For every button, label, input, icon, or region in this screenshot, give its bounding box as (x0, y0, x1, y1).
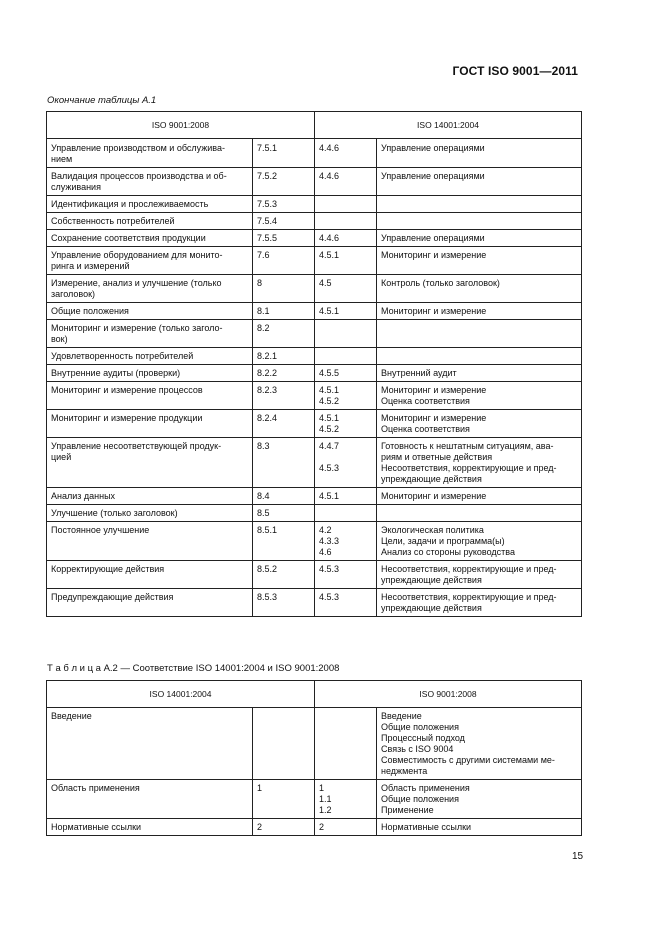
cell-clause-b (315, 365, 377, 382)
cell-clause-b (315, 780, 377, 819)
cell-requirement-b (377, 365, 582, 382)
cell-clause-a (253, 320, 315, 348)
table-row (47, 139, 582, 168)
cell-requirement (47, 139, 253, 168)
table-row (47, 505, 582, 522)
cell-clause-a (253, 708, 315, 780)
cell-text: Введение (51, 711, 92, 721)
cell-text: Готовность к нештатным ситуациям, ава- риям и ответные действия Несоответствия, корректирующие и пред- упреждающие действия (381, 441, 557, 484)
cell-text: 4.4.6 (319, 233, 340, 243)
table-row (47, 168, 582, 196)
table-row (47, 780, 582, 819)
cell-text: 4.5.1 (319, 250, 340, 260)
cell-clause-a (253, 275, 315, 303)
cell-requirement (47, 561, 253, 589)
cell-clause-b (315, 410, 377, 438)
cell-requirement (47, 168, 253, 196)
cell-text: Измерение, анализ и улучшение (только заголовок) (51, 278, 222, 299)
cell-requirement-b (377, 819, 582, 836)
cell-clause-b (315, 488, 377, 505)
cell-text: Введение Общие положения Процессный подход Связь с ISO 9004 Совместимость с другими системами ме- неджмента (381, 711, 555, 776)
cell-text: Нормативные ссылки (381, 822, 472, 832)
cell-clause-a (253, 488, 315, 505)
cell-requirement-b (377, 561, 582, 589)
cell-text: Корректирующие действия (51, 564, 165, 574)
cell-requirement (47, 365, 253, 382)
cell-requirement (47, 780, 253, 819)
cell-text: Мониторинг и измерение (381, 250, 487, 260)
cell-text: Управление операциями (381, 233, 485, 243)
cell-text: Управление несоответствующей продук- цией (51, 441, 222, 462)
cell-requirement (47, 196, 253, 213)
cell-clause-b (315, 139, 377, 168)
cell-clause-a (253, 213, 315, 230)
cell-text: 4.5.3 (319, 564, 340, 574)
cell-text: 1 1.1 1.2 (319, 783, 332, 815)
cell-text: 4.5 (319, 278, 332, 288)
cell-requirement-b (377, 410, 582, 438)
cell-requirement-b (377, 139, 582, 168)
cell-clause-b (315, 708, 377, 780)
cell-requirement-b (377, 320, 582, 348)
table-row (47, 275, 582, 303)
cell-clause-a (253, 230, 315, 247)
cell-clause-a (253, 780, 315, 819)
cell-text: Мониторинг и измерение (381, 491, 487, 501)
cell-clause-b (315, 382, 377, 410)
cell-text: Общие положения (51, 306, 129, 316)
cell-text: 8.4 (257, 491, 270, 501)
cell-clause-b (315, 505, 377, 522)
table-row (47, 230, 582, 247)
cell-requirement-b (377, 438, 582, 488)
cell-requirement (47, 320, 253, 348)
cell-text: 8 (257, 278, 263, 288)
cell-text: 8.2.2 (257, 368, 278, 378)
cell-clause-a (253, 365, 315, 382)
cell-requirement (47, 247, 253, 275)
table2-col-iso9001: ISO 9001:2008 (315, 681, 582, 708)
cell-requirement (47, 382, 253, 410)
cell-text: 8.2 (257, 323, 270, 333)
table2-caption: Т а б л и ц а А.2 — Соответствие ISO 14001:2004 и ISO 9001:2008 (47, 663, 340, 674)
cell-text: 8.1 (257, 306, 270, 316)
cell-clause-a (253, 819, 315, 836)
table2-col-iso14001: ISO 14001:2004 (47, 681, 315, 708)
cell-clause-a (253, 561, 315, 589)
cell-requirement (47, 275, 253, 303)
cell-clause-b (315, 230, 377, 247)
table-a1-end (46, 111, 582, 617)
cell-requirement (47, 230, 253, 247)
page-number: 15 (572, 851, 584, 862)
cell-text: Контроль (только заголовок) (381, 278, 500, 288)
cell-text: Несоответствия, корректирующие и пред- упреждающие действия (381, 564, 557, 585)
cell-requirement (47, 819, 253, 836)
cell-text: 8.2.4 (257, 413, 278, 423)
cell-text: 4.5.3 (319, 592, 340, 602)
cell-text: Экологическая политика Цели, задачи и программа(ы) Анализ со стороны руководства (381, 525, 515, 557)
cell-clause-a (253, 522, 315, 561)
cell-clause-a (253, 505, 315, 522)
cell-clause-b (315, 561, 377, 589)
cell-text: 7.5.5 (257, 233, 278, 243)
cell-clause-b (315, 819, 377, 836)
table-row (47, 819, 582, 836)
cell-text: Мониторинг и измерение Оценка соответствия (381, 385, 487, 406)
cell-text: 7.5.4 (257, 216, 278, 226)
cell-text: Мониторинг и измерение (только заголо- вок) (51, 323, 223, 344)
cell-text: Область применения Общие положения Применение (381, 783, 470, 815)
cell-text: Анализ данных (51, 491, 116, 501)
cell-text: 4.2 4.3.3 4.6 (319, 525, 340, 557)
cell-requirement-b (377, 505, 582, 522)
table1-col-iso14001: ISO 14001:2004 (315, 112, 582, 139)
table-row (47, 561, 582, 589)
cell-text: Удовлетворенность потребителей (51, 351, 194, 361)
cell-text: Мониторинг и измерение процессов (51, 385, 203, 395)
cell-requirement-b (377, 275, 582, 303)
cell-clause-b (315, 438, 377, 488)
table-row (47, 213, 582, 230)
cell-requirement (47, 589, 253, 617)
cell-text: 8.5.1 (257, 525, 278, 535)
table-row (47, 522, 582, 561)
table-row (47, 348, 582, 365)
cell-requirement-b (377, 488, 582, 505)
cell-text: 1 (257, 783, 263, 793)
cell-requirement-b (377, 522, 582, 561)
cell-requirement-b (377, 247, 582, 275)
cell-text: 4.5.1 4.5.2 (319, 385, 340, 406)
table-row (47, 589, 582, 617)
cell-text: 8.5 (257, 508, 270, 518)
cell-text: 8.2.1 (257, 351, 278, 361)
cell-clause-b (315, 213, 377, 230)
table2-header-row (47, 681, 582, 708)
cell-text: 8.5.2 (257, 564, 278, 574)
cell-clause-a (253, 196, 315, 213)
cell-text: Улучшение (только заголовок) (51, 508, 178, 518)
cell-requirement-b (377, 348, 582, 365)
cell-text: Постоянное улучшение (51, 525, 150, 535)
table1-caption: Окончание таблицы А.1 (47, 95, 157, 106)
table-row (47, 438, 582, 488)
table2-body (47, 708, 582, 836)
cell-text: 4.5.1 (319, 491, 340, 501)
cell-text: 4.4.7 4.5.3 (319, 441, 340, 473)
cell-text: Идентификация и прослеживаемость (51, 199, 209, 209)
cell-text: 4.5.5 (319, 368, 340, 378)
cell-clause-a (253, 410, 315, 438)
cell-text: Управление производством и обслужива- нием (51, 143, 225, 164)
cell-requirement-b (377, 213, 582, 230)
table1-col-iso9001: ISO 9001:2008 (47, 112, 315, 139)
cell-clause-a (253, 348, 315, 365)
table-row (47, 303, 582, 320)
cell-clause-b (315, 348, 377, 365)
table-row (47, 382, 582, 410)
cell-clause-a (253, 168, 315, 196)
cell-requirement-b (377, 303, 582, 320)
cell-text: Сохранение соответствия продукции (51, 233, 206, 243)
cell-text: Область применения (51, 783, 140, 793)
cell-clause-a (253, 247, 315, 275)
cell-requirement (47, 522, 253, 561)
cell-clause-a (253, 438, 315, 488)
cell-text: Внутренний аудит (381, 368, 457, 378)
cell-requirement-b (377, 168, 582, 196)
cell-text: 4.4.6 (319, 143, 340, 153)
cell-clause-a (253, 382, 315, 410)
cell-text: Несоответствия, корректирующие и пред- упреждающие действия (381, 592, 557, 613)
cell-text: 8.2.3 (257, 385, 278, 395)
cell-text: 7.5.2 (257, 171, 278, 181)
cell-text: Мониторинг и измерение Оценка соответствия (381, 413, 487, 434)
cell-text: Собственность потребителей (51, 216, 175, 226)
cell-text: 4.5.1 4.5.2 (319, 413, 340, 434)
table-row (47, 488, 582, 505)
cell-clause-b (315, 275, 377, 303)
cell-text: 8.5.3 (257, 592, 278, 602)
cell-requirement-b (377, 196, 582, 213)
cell-requirement-b (377, 382, 582, 410)
cell-requirement (47, 213, 253, 230)
cell-clause-b (315, 303, 377, 320)
cell-requirement (47, 708, 253, 780)
cell-clause-a (253, 589, 315, 617)
table-row (47, 708, 582, 780)
cell-text: 2 (257, 822, 263, 832)
cell-text: Внутренние аудиты (проверки) (51, 368, 181, 378)
table1-body (47, 139, 582, 617)
table1-header-row (47, 112, 582, 139)
cell-text: Валидация процессов производства и об- служивания (51, 171, 227, 192)
cell-text: Нормативные ссылки (51, 822, 142, 832)
cell-clause-b (315, 589, 377, 617)
cell-text: 8.3 (257, 441, 270, 451)
cell-text: 7.5.1 (257, 143, 278, 153)
cell-text: 2 (319, 822, 325, 832)
cell-clause-b (315, 196, 377, 213)
table-row (47, 365, 582, 382)
cell-text: 7.5.3 (257, 199, 278, 209)
cell-text: Мониторинг и измерение (381, 306, 487, 316)
cell-text: Предупреждающие действия (51, 592, 174, 602)
cell-clause-b (315, 320, 377, 348)
standard-title: ГОСТ ISO 9001—2011 (452, 64, 578, 78)
cell-requirement (47, 348, 253, 365)
cell-text: 4.5.1 (319, 306, 340, 316)
cell-requirement-b (377, 780, 582, 819)
cell-clause-a (253, 139, 315, 168)
table-row (47, 410, 582, 438)
cell-clause-a (253, 303, 315, 320)
cell-text: Управление операциями (381, 171, 485, 181)
table-row (47, 247, 582, 275)
cell-text: Управление операциями (381, 143, 485, 153)
cell-requirement-b (377, 708, 582, 780)
cell-requirement (47, 410, 253, 438)
cell-requirement (47, 488, 253, 505)
table-row (47, 196, 582, 213)
cell-requirement (47, 303, 253, 320)
cell-clause-b (315, 522, 377, 561)
table-a2 (46, 680, 582, 836)
cell-requirement (47, 438, 253, 488)
cell-text: 7.6 (257, 250, 270, 260)
cell-text: Управление оборудованием для монито- ринга и измерений (51, 250, 223, 271)
cell-requirement-b (377, 589, 582, 617)
cell-requirement-b (377, 230, 582, 247)
cell-requirement (47, 505, 253, 522)
cell-text: 4.4.6 (319, 171, 340, 181)
table-row (47, 320, 582, 348)
cell-clause-b (315, 247, 377, 275)
cell-text: Мониторинг и измерение продукции (51, 413, 203, 423)
cell-clause-b (315, 168, 377, 196)
